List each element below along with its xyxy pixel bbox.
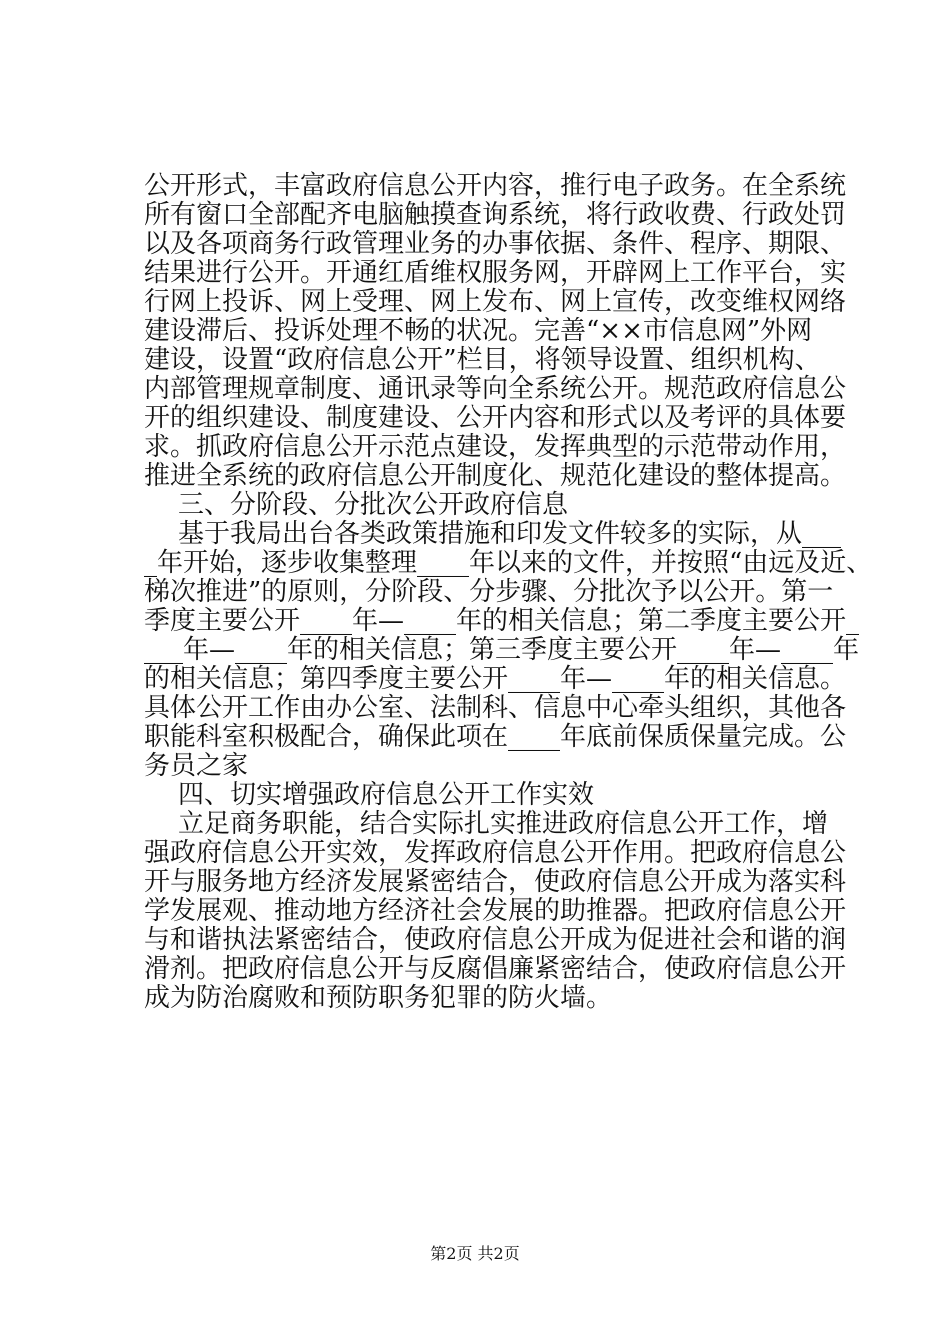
body-line: 学发展观、推动地方经济社会发展的助推器。把政府信息公开 — [144, 896, 847, 926]
body-line: 的相关信息；第四季度主要公开____年—____年的相关信息。 — [144, 664, 847, 694]
body-line: 具体公开工作由办公室、法制科、信息中心牵头组织，其他各 — [144, 693, 847, 723]
body-line: 梯次推进”的原则，分阶段、分步骤、分批次予以公开。第一 — [144, 577, 834, 607]
body-line: 推进全系统的政府信息公开制度化、规范化建设的整体提高。 — [144, 461, 847, 491]
body-line: 开的组织建设、制度建设、公开内容和形式以及考评的具体要 — [144, 403, 847, 433]
body-line: 强政府信息公开实效，发挥政府信息公开作用。把政府信息公 — [144, 838, 847, 868]
body-line: 内部管理规章制度、通讯录等向全系统公开。规范政府信息公 — [144, 374, 847, 404]
body-line: 基于我局出台各类政策措施和印发文件较多的实际，从___ — [178, 519, 842, 549]
document-body — [144, 171, 873, 1013]
body-line: 开与服务地方经济发展紧密结合，使政府信息公开成为落实科 — [144, 867, 847, 897]
body-line: 务员之家 — [144, 751, 249, 781]
body-line: 职能科室积极配合，确保此项在____年底前保质保量完成。公 — [144, 722, 847, 752]
body-line: 公开形式，丰富政府信息公开内容，推行电子政务。在全系统 — [144, 171, 847, 201]
body-line: 季度主要公开____年—____年的相关信息；第二季度主要公开_ — [144, 606, 860, 636]
page-footer — [0, 1244, 950, 1264]
page-number: 第2页 共2页 — [430, 1244, 520, 1263]
body-line: 立足商务职能，结合实际扎实推进政府信息公开工作，增 — [178, 809, 829, 839]
body-line: 行网上投诉、网上受理、网上发布、网上宣传，改变维权网络 — [144, 287, 847, 317]
body-line: 滑剂。把政府信息公开与反腐倡廉紧密结合，使政府信息公开 — [144, 954, 847, 984]
body-line: 以及各项商务行政管理业务的办事依据、条件、程序、期限、 — [144, 229, 847, 259]
body-line: _年开始，逐步收集整理____年以来的文件，并按照“由远及近、 — [144, 548, 873, 578]
body-line: 结果进行公开。开通红盾维权服务网，开辟网上工作平台，实 — [144, 258, 847, 288]
body-line: 建设滞后、投诉处理不畅的状况。完善“××市信息网”外网 — [144, 316, 813, 346]
body-line: ___年—____年的相关信息；第三季度主要公开____年—____年 — [144, 635, 860, 665]
body-line: 与和谐执法紧密结合，使政府信息公开成为促进社会和谐的润 — [144, 925, 847, 955]
body-line: 建设，设置“政府信息公开”栏目，将领导设置、组织机构、 — [144, 345, 821, 375]
body-line: 求。抓政府信息公开示范点建设，发挥典型的示范带动作用， — [144, 432, 847, 462]
body-line: 成为防治腐败和预防职务犯罪的防火墙。 — [144, 983, 613, 1013]
body-line: 所有窗口全部配齐电脑触摸查询系统，将行政收费、行政处罚 — [144, 200, 847, 230]
section-heading: 三、分阶段、分批次公开政府信息 — [178, 490, 569, 520]
section-heading: 四、切实增强政府信息公开工作实效 — [178, 780, 595, 810]
